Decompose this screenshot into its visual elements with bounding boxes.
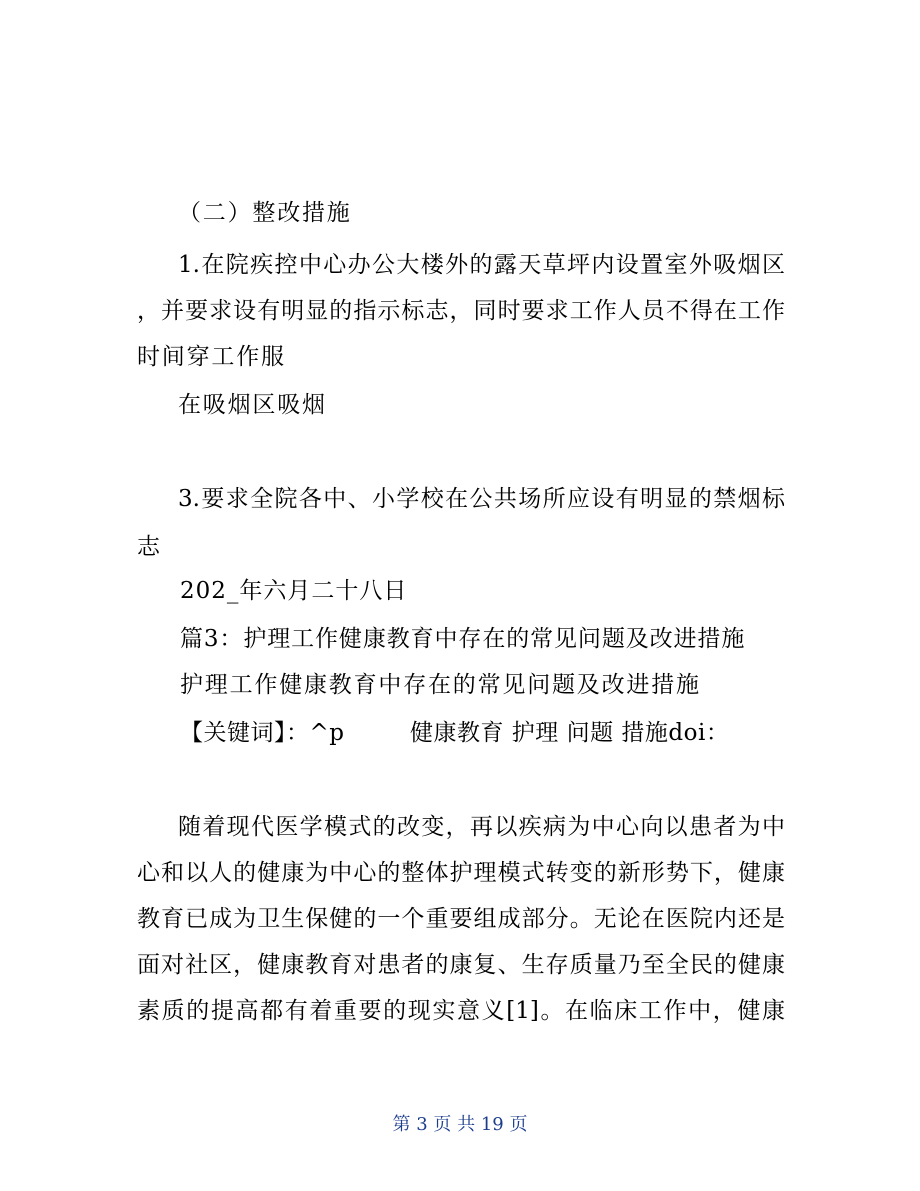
item3-line2: 志 xyxy=(137,534,162,560)
body-line-2: 心和以人的健康为中心的整体护理模式转变的新形势下，健康 xyxy=(137,860,785,886)
date-line: 202_年六月二十八日 xyxy=(180,578,408,604)
body-line-3: 教育已成为卫生保健的一个重要组成部分。无论在医院内还是 xyxy=(137,906,785,932)
item1-line4: 在吸烟区吸烟 xyxy=(178,392,327,418)
chapter-title: 篇3：护理工作健康教育中存在的常见问题及改进措施 xyxy=(180,626,746,652)
keywords-label: 【关键词】：^p xyxy=(180,720,345,746)
section-heading: （二）整改措施 xyxy=(178,200,352,226)
item1-line1: 1.在院疾控中心办公大楼外的露天草坪内设置室外吸烟区 xyxy=(178,252,785,278)
keywords-terms: 健康教育 护理 问题 措施doi： xyxy=(410,720,730,746)
item1-line2: ，并要求设有明显的指示标志，同时要求工作人员不得在工作 xyxy=(137,298,785,324)
body-line-5: 素质的提高都有着重要的现实意义[1]。在临床工作中，健康 xyxy=(137,998,785,1024)
body-line-1: 随着现代医学模式的改变，再以疾病为中心向以患者为中 xyxy=(178,814,785,840)
article-title: 护理工作健康教育中存在的常见问题及改进措施 xyxy=(180,672,701,698)
item3-line1: 3.要求全院各中、小学校在公共场所应设有明显的禁烟标 xyxy=(178,486,785,512)
item1-line3: 时间穿工作服 xyxy=(137,344,286,370)
body-line-4: 面对社区，健康教育对患者的康复、生存质量乃至全民的健康 xyxy=(137,952,785,978)
page-number-footer: 第 3 页 共 19 页 xyxy=(392,1114,528,1135)
